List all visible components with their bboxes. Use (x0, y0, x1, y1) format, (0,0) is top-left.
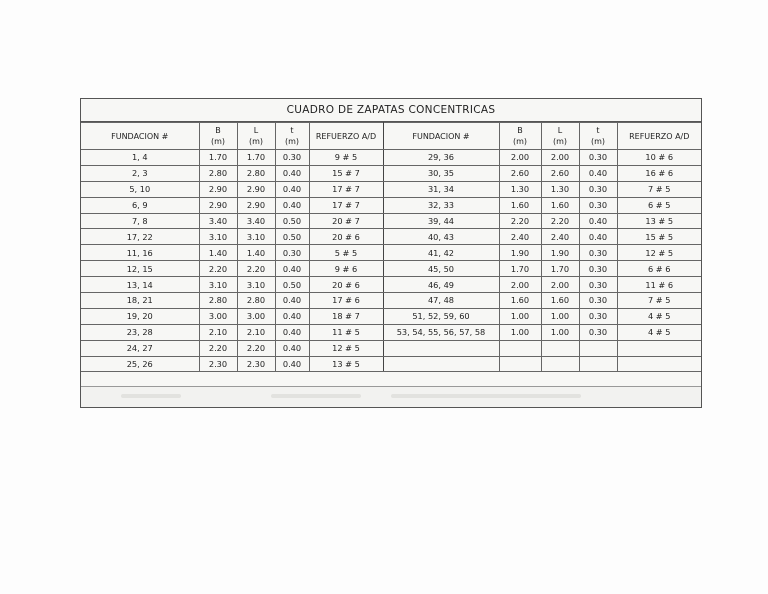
cell-right-b: 1.60 (499, 197, 541, 213)
cell-right-t: 0.40 (579, 165, 617, 181)
header-l-right: L (m) (541, 123, 579, 150)
cell-left-t: 0.50 (275, 277, 309, 293)
header-l-left: L (m) (237, 123, 275, 150)
cell-right-l: 2.60 (541, 165, 579, 181)
cell-right-r (617, 356, 701, 372)
cell-right-r: 15 # 5 (617, 229, 701, 245)
cell-left-t: 0.30 (275, 150, 309, 166)
cell-right-b: 2.00 (499, 150, 541, 166)
cell-right-b: 1.00 (499, 308, 541, 324)
cell-left-f: 6, 9 (81, 197, 199, 213)
cell-right-r: 16 # 6 (617, 165, 701, 181)
table-row (81, 261, 701, 277)
cell-left-t: 0.40 (275, 181, 309, 197)
cell-left-t: 0.40 (275, 308, 309, 324)
cell-left-f: 2, 3 (81, 165, 199, 181)
cell-left-r: 5 # 5 (309, 245, 383, 261)
table-row (81, 181, 701, 197)
cell-left-r: 20 # 6 (309, 277, 383, 293)
cell-left-l: 1.70 (237, 150, 275, 166)
cell-right-t: 0.30 (579, 324, 617, 340)
cell-right-t: 0.40 (579, 229, 617, 245)
header-row (81, 123, 701, 150)
cell-left-b: 3.10 (199, 277, 237, 293)
cell-left-t: 0.40 (275, 197, 309, 213)
cell-left-f: 23, 28 (81, 324, 199, 340)
cell-left-r: 18 # 7 (309, 308, 383, 324)
cell-right-f: 41, 42 (383, 245, 499, 261)
cell-left-l: 2.30 (237, 356, 275, 372)
cell-left-f: 25, 26 (81, 356, 199, 372)
cell-right-b: 1.60 (499, 293, 541, 309)
cell-left-l: 3.10 (237, 277, 275, 293)
cell-left-r: 20 # 6 (309, 229, 383, 245)
cell-right-r: 4 # 5 (617, 324, 701, 340)
cell-right-l: 1.70 (541, 261, 579, 277)
header-b-left: B (m) (199, 123, 237, 150)
cell-right-f: 29, 36 (383, 150, 499, 166)
cell-left-b: 3.40 (199, 213, 237, 229)
cell-right-l: 1.60 (541, 197, 579, 213)
cell-left-b: 1.70 (199, 150, 237, 166)
cell-right-f: 53, 54, 55, 56, 57, 58 (383, 324, 499, 340)
cell-left-l: 2.90 (237, 197, 275, 213)
cell-left-l: 2.90 (237, 181, 275, 197)
table-row (81, 340, 701, 356)
cell-right-f (383, 340, 499, 356)
cell-right-f: 47, 48 (383, 293, 499, 309)
cell-right-r: 6 # 5 (617, 197, 701, 213)
header-fundacion-left: FUNDACION # (81, 123, 199, 150)
cell-right-t: 0.30 (579, 181, 617, 197)
cell-right-b: 1.30 (499, 181, 541, 197)
cell-left-l: 3.00 (237, 308, 275, 324)
cell-right-r: 6 # 6 (617, 261, 701, 277)
cell-left-l: 2.80 (237, 165, 275, 181)
cell-left-t: 0.50 (275, 213, 309, 229)
cell-left-l: 2.80 (237, 293, 275, 309)
cell-right-f: 45, 50 (383, 261, 499, 277)
table-title: CUADRO DE ZAPATAS CONCENTRICAS (81, 99, 701, 122)
faded-footer-strip (81, 386, 701, 407)
cell-left-r: 11 # 5 (309, 324, 383, 340)
cell-right-t: 0.30 (579, 245, 617, 261)
cell-left-f: 1, 4 (81, 150, 199, 166)
cell-right-f: 30, 35 (383, 165, 499, 181)
cell-left-r: 17 # 7 (309, 197, 383, 213)
cell-left-b: 3.10 (199, 229, 237, 245)
header-fundacion-right: FUNDACION # (383, 123, 499, 150)
table-row (81, 150, 701, 166)
cell-right-r: 10 # 6 (617, 150, 701, 166)
cell-right-f: 32, 33 (383, 197, 499, 213)
cell-right-r: 4 # 5 (617, 308, 701, 324)
cell-right-f: 40, 43 (383, 229, 499, 245)
cell-left-r: 20 # 7 (309, 213, 383, 229)
cell-left-b: 2.80 (199, 165, 237, 181)
cell-right-t: 0.30 (579, 261, 617, 277)
cell-left-b: 1.40 (199, 245, 237, 261)
table-row (81, 356, 701, 372)
footings-table (81, 122, 701, 372)
cell-right-b: 1.00 (499, 324, 541, 340)
cell-left-f: 5, 10 (81, 181, 199, 197)
cell-left-f: 18, 21 (81, 293, 199, 309)
cell-right-r: 7 # 5 (617, 181, 701, 197)
cell-right-f: 39, 44 (383, 213, 499, 229)
cell-left-t: 0.40 (275, 293, 309, 309)
cell-left-b: 3.00 (199, 308, 237, 324)
header-refuerzo-left: REFUERZO A/D (309, 123, 383, 150)
cell-right-t: 0.40 (579, 213, 617, 229)
cell-right-l: 1.00 (541, 308, 579, 324)
cell-left-t: 0.40 (275, 324, 309, 340)
header-t-left: t (m) (275, 123, 309, 150)
cell-right-t: 0.30 (579, 197, 617, 213)
cell-left-b: 2.20 (199, 261, 237, 277)
cell-right-r: 13 # 5 (617, 213, 701, 229)
cell-left-b: 2.90 (199, 197, 237, 213)
table-body (81, 150, 701, 372)
table-row (81, 197, 701, 213)
cell-right-f (383, 356, 499, 372)
cell-right-b: 1.90 (499, 245, 541, 261)
cell-left-t: 0.40 (275, 340, 309, 356)
cell-left-f: 19, 20 (81, 308, 199, 324)
cell-left-t: 0.40 (275, 261, 309, 277)
cell-right-b: 1.70 (499, 261, 541, 277)
cell-left-t: 0.30 (275, 245, 309, 261)
cell-right-b (499, 340, 541, 356)
cell-right-l (541, 356, 579, 372)
table-row (81, 213, 701, 229)
cell-right-l: 2.20 (541, 213, 579, 229)
cell-left-l: 3.40 (237, 213, 275, 229)
cell-right-t: 0.30 (579, 308, 617, 324)
cell-right-t: 0.30 (579, 150, 617, 166)
cell-left-f: 7, 8 (81, 213, 199, 229)
cell-left-r: 15 # 7 (309, 165, 383, 181)
cell-left-l: 1.40 (237, 245, 275, 261)
cell-right-r: 12 # 5 (617, 245, 701, 261)
scanned-sheet (80, 98, 702, 408)
table-row (81, 229, 701, 245)
cell-left-r: 12 # 5 (309, 340, 383, 356)
cell-left-t: 0.40 (275, 165, 309, 181)
cell-left-t: 0.40 (275, 356, 309, 372)
cell-left-f: 24, 27 (81, 340, 199, 356)
cell-right-l: 1.90 (541, 245, 579, 261)
cell-left-b: 2.90 (199, 181, 237, 197)
cell-left-r: 9 # 6 (309, 261, 383, 277)
cell-right-l: 1.30 (541, 181, 579, 197)
table-row (81, 165, 701, 181)
cell-left-r: 17 # 7 (309, 181, 383, 197)
header-t-right: t (m) (579, 123, 617, 150)
cell-left-b: 2.30 (199, 356, 237, 372)
cell-left-l: 3.10 (237, 229, 275, 245)
cell-right-b (499, 356, 541, 372)
cell-right-t: 0.30 (579, 293, 617, 309)
cell-right-l: 1.60 (541, 293, 579, 309)
cell-right-b: 2.40 (499, 229, 541, 245)
cell-right-l: 2.00 (541, 150, 579, 166)
cell-right-r: 7 # 5 (617, 293, 701, 309)
cell-right-t: 0.30 (579, 277, 617, 293)
table-row (81, 277, 701, 293)
cell-right-f: 31, 34 (383, 181, 499, 197)
cell-right-f: 51, 52, 59, 60 (383, 308, 499, 324)
cell-left-l: 2.10 (237, 324, 275, 340)
cell-right-r (617, 340, 701, 356)
cell-right-f: 46, 49 (383, 277, 499, 293)
header-b-right: B (m) (499, 123, 541, 150)
cell-right-l (541, 340, 579, 356)
table-row (81, 324, 701, 340)
header-refuerzo-right: REFUERZO A/D (617, 123, 701, 150)
cell-left-l: 2.20 (237, 340, 275, 356)
cell-right-b: 2.60 (499, 165, 541, 181)
table-row (81, 308, 701, 324)
cell-left-l: 2.20 (237, 261, 275, 277)
table-row (81, 245, 701, 261)
cell-right-b: 2.20 (499, 213, 541, 229)
cell-left-f: 17, 22 (81, 229, 199, 245)
cell-right-l: 1.00 (541, 324, 579, 340)
cell-right-t (579, 340, 617, 356)
cell-left-b: 2.80 (199, 293, 237, 309)
cell-right-b: 2.00 (499, 277, 541, 293)
cell-left-f: 12, 15 (81, 261, 199, 277)
cell-left-r: 13 # 5 (309, 356, 383, 372)
cell-left-b: 2.10 (199, 324, 237, 340)
cell-left-r: 17 # 6 (309, 293, 383, 309)
cell-right-t (579, 356, 617, 372)
cell-right-r: 11 # 6 (617, 277, 701, 293)
cell-left-f: 13, 14 (81, 277, 199, 293)
cell-left-r: 9 # 5 (309, 150, 383, 166)
cell-left-f: 11, 16 (81, 245, 199, 261)
cell-right-l: 2.00 (541, 277, 579, 293)
cell-left-t: 0.50 (275, 229, 309, 245)
cell-left-b: 2.20 (199, 340, 237, 356)
table-row (81, 293, 701, 309)
cell-right-l: 2.40 (541, 229, 579, 245)
